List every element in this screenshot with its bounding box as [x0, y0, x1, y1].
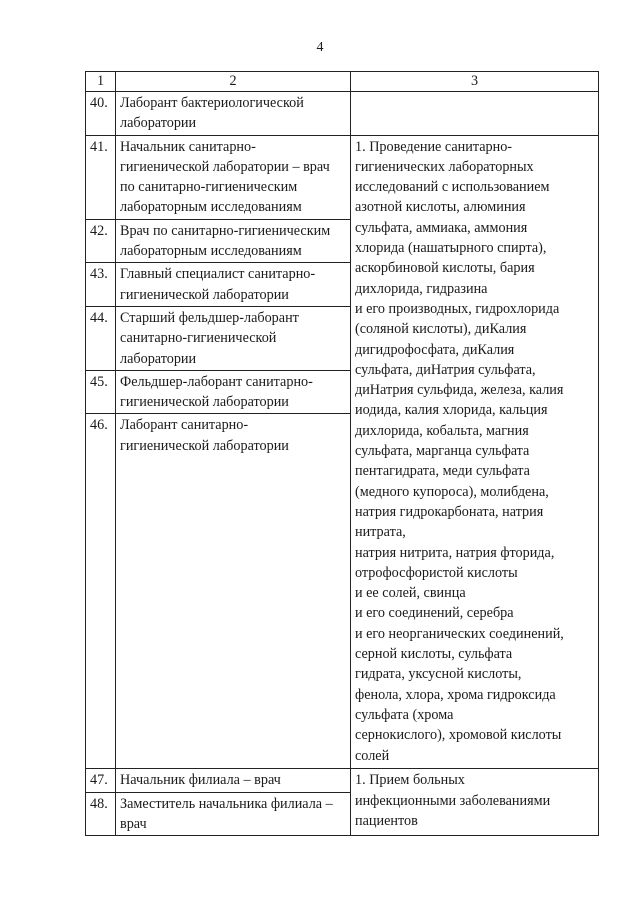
position-title: Заместитель начальника филиала – врач — [116, 792, 351, 836]
table-row — [86, 135, 599, 219]
position-title: Фельдшер-лаборант санитарно- гигиенической лаборатории — [116, 370, 351, 414]
row-number: 46. — [86, 414, 116, 769]
table-header-row — [86, 72, 599, 92]
page-number: 4 — [316, 40, 324, 55]
header-cell-2: 2 — [116, 72, 351, 92]
header-cell-1: 1 — [86, 72, 116, 92]
position-title: Старший фельдшер-лаборант санитарно-гигиенической лаборатории — [116, 306, 351, 370]
row-number: 40. — [86, 92, 116, 136]
empty-cell — [351, 92, 599, 136]
conditions-text-lab: 1. Проведение санитарно- гигиенических лабораторных исследований с использованием азотной кислоты, алюминия сульфата, аммиака, аммония хлорида (нашатырного спирта), аскорбиновой кислоты, бария дихлорида, гидразина и его производных, гидрохлорида (соляной кислоты), диКалия дигидрофосфата, диКалия сульфата, диНатрия сульфата, диНатрия сульфида, железа, калия иодида, калия хлорида, кальция дихлорида, кобальта, магния сульфата, марганца сульфата пентагидрата, меди сульфата (медного купороса), молибдена, натрия гидрокарбоната, натрия нитрата, натрия нитрита, натрия фторида, отрофосфористой кислоты и ее солей, свинца и его соединений, серебра и его неорганических соединений, серной кислоты, сульфата гидрата, уксусной кислоты, фенола, хлора, хрома гидроксида сульфата (хрома сернокислого), хромовой кислоты солей — [351, 135, 599, 769]
position-title: Лаборант санитарно- гигиенической лаборатории — [116, 414, 351, 769]
header-cell-3: 3 — [351, 72, 599, 92]
row-number: 44. — [86, 306, 116, 370]
table-row — [86, 92, 599, 136]
position-title: Начальник филиала – врач — [116, 769, 351, 792]
position-title: Лаборант бактериологической лаборатории — [116, 92, 351, 136]
positions-table — [85, 71, 599, 836]
row-number: 48. — [86, 792, 116, 836]
position-title: Главный специалист санитарно- гигиенической лаборатории — [116, 263, 351, 307]
row-number: 43. — [86, 263, 116, 307]
table-row — [86, 769, 599, 792]
row-number: 45. — [86, 370, 116, 414]
position-title: Врач по санитарно-гигиеническим лабораторным исследованиям — [116, 219, 351, 263]
row-number: 41. — [86, 135, 116, 219]
row-number: 42. — [86, 219, 116, 263]
row-number: 47. — [86, 769, 116, 792]
position-title: Начальник санитарно- гигиенической лаборатории – врач по санитарно-гигиеническим лабораторным исследованиям — [116, 135, 351, 219]
conditions-text-branch: 1. Прием больных инфекционными заболеваниями пациентов — [351, 769, 599, 836]
